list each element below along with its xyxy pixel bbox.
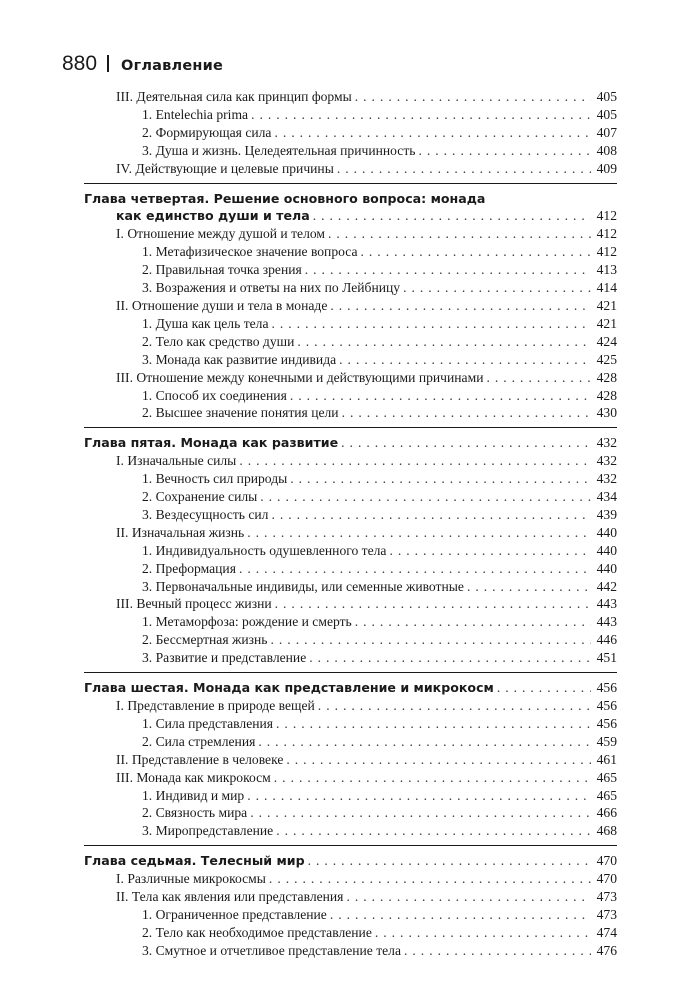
entry-page-number: 443 (596, 614, 617, 630)
entry-title: I. Различные микрокосмы (116, 871, 266, 887)
dot-leader (328, 225, 591, 243)
entry-page-number: 434 (596, 489, 617, 505)
entry-title: 1. Индивидуальность одушевленного тела (142, 542, 387, 558)
chapter-page-number: 412 (596, 208, 617, 224)
dot-leader (467, 578, 591, 596)
entry-title: I. Отношение между душой и телом (116, 226, 325, 242)
entry-page-number: 413 (596, 262, 617, 278)
dot-leader (271, 506, 591, 524)
dot-leader (355, 613, 591, 631)
entry-title: 1. Сила представления (142, 715, 274, 731)
entry-page-number: 424 (596, 333, 617, 349)
toc-section (84, 852, 617, 964)
dot-leader (486, 369, 591, 387)
entry-title: 2. Тело как необходимое представление (142, 924, 372, 940)
entry-title: 1. Вечность сил природы (142, 471, 288, 487)
dot-leader (375, 924, 591, 942)
entry-title: 3. Миропредставление (142, 823, 274, 839)
entry-page-number: 421 (596, 297, 617, 313)
entry-title: 2. Тело как средство души (142, 333, 295, 349)
dot-leader (330, 906, 591, 924)
entry-title: I. Представление в природе вещей (116, 698, 315, 713)
toc-part-entry (84, 452, 617, 470)
toc-section (84, 679, 617, 846)
toc-part-entry (84, 595, 617, 613)
entry-title: 2. Формирующая сила (142, 124, 272, 140)
entry-title: II. Представление в человеке (116, 751, 284, 767)
toc-subsection-entry (84, 315, 617, 333)
dot-leader (339, 351, 591, 369)
dot-leader (342, 404, 591, 422)
toc-subsection-entry (84, 488, 617, 506)
dot-leader (404, 942, 591, 960)
toc-subsection-entry (84, 106, 617, 124)
dot-leader (276, 715, 591, 733)
chapter-page-number: 470 (596, 853, 617, 869)
entry-title: II. Изначальная жизнь (116, 524, 245, 540)
chapter-title: Глава шестая. Монада как представление и микрокосм (84, 680, 494, 696)
entry-title: III. Деятельная сила как принцип формы (116, 89, 352, 104)
entry-page-number: 465 (596, 769, 617, 785)
entry-page-number: 459 (596, 733, 617, 749)
toc-subsection-entry (84, 124, 617, 142)
dot-leader (239, 452, 591, 470)
entry-page-number: 412 (596, 244, 617, 260)
entry-page-number: 474 (596, 924, 617, 940)
toc-subsection-entry (84, 261, 617, 279)
entry-title: I. Изначальные силы (116, 453, 237, 469)
entry-page-number: 440 (596, 560, 617, 576)
entry-title: 2. Правильная точка зрения (142, 262, 302, 278)
entry-page-number: 456 (596, 715, 617, 731)
toc-part-entry (84, 225, 617, 243)
entry-page-number: 473 (596, 889, 617, 905)
dot-leader (418, 142, 591, 160)
entry-title: 1. Entelechia prima (142, 106, 249, 122)
chapter-title-row (84, 852, 617, 870)
chapter-page-number: 456 (596, 680, 617, 696)
dot-leader (271, 315, 591, 333)
entry-page-number: 405 (596, 89, 617, 104)
entry-title: 2. Бессмертная жизнь (142, 632, 268, 648)
page-number: 880 (62, 52, 98, 75)
toc-subsection-entry (84, 715, 617, 733)
chapter-title-row (84, 434, 617, 452)
toc-subsection-entry (84, 906, 617, 924)
toc-subsection-entry (84, 470, 617, 488)
entry-title: 3. Первоначальные индивиды, или семенные животные (142, 578, 464, 594)
dot-leader (389, 542, 591, 560)
entry-title: 1. Метафизическое значение вопроса (142, 244, 358, 260)
entry-title: III. Монада как микрокосм (116, 769, 271, 785)
dot-leader (250, 804, 591, 822)
entry-title: 1. Метаморфоза: рождение и смерть (142, 614, 352, 630)
entry-page-number: 466 (596, 805, 617, 821)
chapter-title-row (84, 679, 617, 697)
entry-page-number: 443 (596, 596, 617, 612)
dot-leader (337, 160, 591, 178)
toc-part-entry (84, 297, 617, 315)
dot-leader (330, 297, 591, 315)
entry-page-number: 432 (596, 453, 617, 469)
entry-page-number: 428 (596, 369, 617, 385)
dot-leader (355, 88, 591, 106)
entry-title: 1. Способ их соединения (142, 387, 287, 403)
header-separator (107, 55, 109, 72)
toc-subsection-entry (84, 279, 617, 297)
entry-page-number: 451 (596, 650, 617, 666)
toc-part-entry (84, 870, 617, 888)
entry-page-number: 440 (596, 524, 617, 540)
toc-part-entry (84, 369, 617, 387)
dot-leader (361, 243, 591, 261)
toc-subsection-entry (84, 733, 617, 751)
toc-subsection-entry (84, 787, 617, 805)
dot-leader (276, 822, 591, 840)
chapter-title: Глава седьмая. Телесный мир (84, 853, 305, 869)
toc-subsection-entry (84, 631, 617, 649)
toc-subsection-entry (84, 404, 617, 422)
entry-page-number: 432 (596, 471, 617, 487)
dot-leader (497, 679, 591, 697)
toc-subsection-entry (84, 924, 617, 942)
toc-subsection-entry (84, 649, 617, 667)
dot-leader (260, 488, 591, 506)
dot-leader (290, 387, 591, 405)
toc-section (84, 88, 617, 184)
toc-part-entry (84, 524, 617, 542)
toc-subsection-entry (84, 506, 617, 524)
page-header (62, 52, 622, 82)
toc-section (84, 190, 617, 429)
dot-leader (290, 470, 591, 488)
toc-subsection-entry (84, 387, 617, 405)
entry-page-number: 405 (596, 106, 617, 122)
chapter-title-row (84, 207, 617, 225)
dot-leader (251, 106, 591, 124)
entry-page-number: 421 (596, 315, 617, 331)
running-title: Оглавление (121, 58, 223, 74)
dot-leader (313, 207, 591, 225)
entry-title: 1. Индивид и мир (142, 787, 245, 803)
entry-page-number: 468 (596, 823, 617, 839)
dot-leader (341, 434, 591, 452)
entry-title: III. Отношение между конечными и действующими причинами (116, 369, 484, 385)
entry-page-number: 476 (596, 942, 617, 958)
toc-part-entry (84, 751, 617, 769)
entry-title: II. Тела как явления или представления (116, 889, 344, 905)
toc-subsection-entry (84, 560, 617, 578)
entry-title: 2. Высшее значение понятия цели (142, 405, 339, 421)
entry-page-number: 428 (596, 387, 617, 403)
entry-page-number: 446 (596, 632, 617, 648)
entry-page-number: 425 (596, 351, 617, 367)
dot-leader (258, 733, 591, 751)
entry-page-number: 461 (596, 751, 617, 767)
entry-title: 3. Смутное и отчетливое представление тела (142, 942, 401, 958)
toc-subsection-entry (84, 822, 617, 840)
toc-subsection-entry (84, 578, 617, 596)
entry-title: 1. Ограниченное представление (142, 906, 327, 922)
dot-leader (274, 124, 591, 142)
entry-title: IV. Действующие и целевые причины (116, 160, 334, 176)
entry-title: 3. Возражения и ответы на них по Лейбницу (142, 280, 401, 296)
entry-title: 3. Вездесущность сил (142, 506, 269, 522)
entry-title: 3. Монада как развитие индивида (142, 351, 337, 367)
entry-title: III. Вечный процесс жизни (116, 596, 272, 612)
toc-part-entry (84, 160, 617, 178)
entry-title: 1. Душа как цель тела (142, 315, 269, 331)
toc-subsection-entry (84, 942, 617, 960)
toc-subsection-entry (84, 613, 617, 631)
toc-subsection-entry (84, 351, 617, 369)
dot-leader (247, 787, 591, 805)
entry-page-number: 456 (596, 698, 617, 713)
dot-leader (275, 595, 591, 613)
chapter-title: Глава пятая. Монада как развитие (84, 435, 339, 451)
entry-page-number: 407 (596, 124, 617, 140)
toc-part-entry (84, 697, 617, 715)
dot-leader (269, 870, 591, 888)
toc-part-entry (84, 88, 617, 106)
dot-leader (274, 769, 591, 787)
toc-subsection-entry (84, 243, 617, 261)
toc-subsection-entry (84, 333, 617, 351)
toc-part-entry (84, 769, 617, 787)
toc-subsection-entry (84, 542, 617, 560)
toc-subsection-entry (84, 142, 617, 160)
entry-page-number: 470 (596, 871, 617, 887)
toc-subsection-entry (84, 804, 617, 822)
chapter-page-number: 432 (596, 435, 617, 451)
entry-page-number: 412 (596, 226, 617, 242)
entry-page-number: 414 (596, 280, 617, 296)
entry-title: 3. Развитие и представление (142, 650, 307, 666)
entry-title: 2. Преформация (142, 560, 236, 576)
dot-leader (271, 631, 591, 649)
toc-part-entry (84, 888, 617, 906)
chapter-title-continuation: как единство души и тела (116, 208, 310, 224)
dot-leader (308, 852, 591, 870)
dot-leader (286, 751, 591, 769)
table-of-contents (84, 88, 617, 971)
entry-page-number: 473 (596, 906, 617, 922)
entry-title: II. Отношение души и тела в монаде (116, 297, 328, 313)
chapter-title: Глава четвертая. Решение основного вопроса: монада (84, 190, 486, 206)
entry-page-number: 442 (596, 578, 617, 594)
dot-leader (346, 888, 591, 906)
entry-page-number: 408 (596, 142, 617, 158)
entry-title: 2. Сохранение силы (142, 489, 258, 505)
entry-page-number: 440 (596, 542, 617, 558)
entry-title: 2. Сила стремления (142, 733, 256, 749)
dot-leader (318, 697, 591, 715)
entry-page-number: 409 (596, 160, 617, 176)
entry-title: 3. Душа и жизнь. Целедеятельная причинность (142, 142, 416, 158)
entry-title: 2. Связность мира (142, 805, 248, 821)
dot-leader (309, 649, 591, 667)
entry-page-number: 439 (596, 506, 617, 522)
dot-leader (239, 560, 591, 578)
entry-page-number: 430 (596, 405, 617, 421)
dot-leader (403, 279, 591, 297)
dot-leader (297, 333, 591, 351)
entry-page-number: 465 (596, 787, 617, 803)
dot-leader (247, 524, 591, 542)
dot-leader (305, 261, 591, 279)
toc-section (84, 434, 617, 673)
